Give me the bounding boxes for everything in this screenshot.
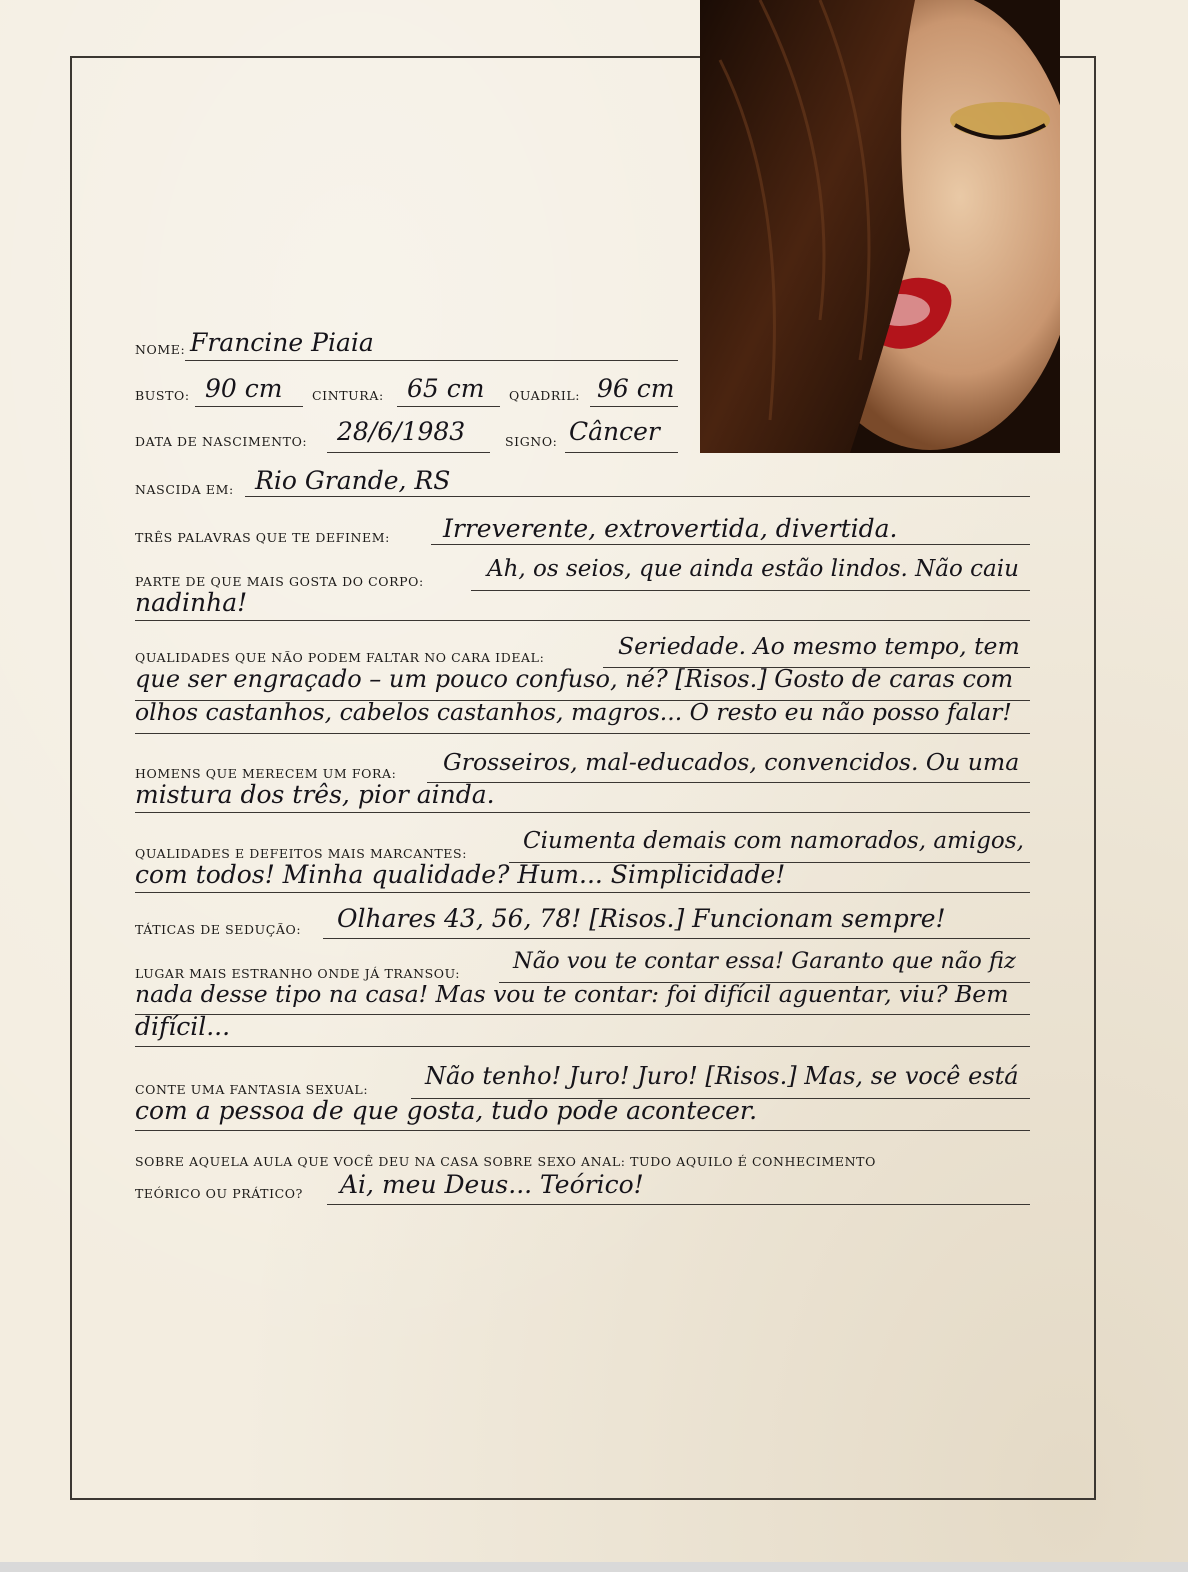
value-homens-1: Grosseiros, mal-educados, convencidos. Ou uma (443, 748, 1020, 776)
underline (135, 1130, 1030, 1131)
value-aula: Ai, meu Deus... Teórico! (340, 1170, 644, 1199)
value-busto: 90 cm (205, 374, 283, 403)
label-fantasia: CONTE UMA FANTASIA SEXUAL: (135, 1082, 369, 1097)
label-nascimento: DATA DE NASCIMENTO: (135, 434, 308, 449)
value-qualidades-cara-3: olhos castanhos, cabelos castanhos, magros... O resto eu não posso falar! (135, 698, 1012, 726)
underline (135, 1014, 1030, 1015)
underline (135, 892, 1030, 893)
value-lugar-1: Não vou te contar essa! Garanto que não fiz (513, 948, 1016, 974)
label-homens: HOMENS QUE MERECEM UM FORA: (135, 766, 397, 781)
label-nascida: NASCIDA EM: (135, 482, 234, 497)
label-qualidades-cara: QUALIDADES QUE NÃO PODEM FALTAR NO CARA IDEAL: (135, 650, 545, 665)
label-signo: SIGNO: (505, 434, 558, 449)
label-aula-1: SOBRE AQUELA AULA QUE VOCÊ DEU NA CASA SOBRE SEXO ANAL: TUDO AQUILO É CONHECIMENTO (135, 1154, 876, 1169)
underline (135, 1046, 1030, 1047)
value-qualidades-cara-2: que ser engraçado – um pouco confuso, né? [Risos.] Gosto de caras com (135, 665, 1014, 693)
label-aula-2: TEÓRICO OU PRÁTICO? (135, 1186, 303, 1201)
underline (590, 406, 678, 407)
value-corpo-1: Ah, os seios, que ainda estão lindos. Não caiu (487, 556, 1019, 582)
value-fantasia-1: Não tenho! Juro! Juro! [Risos.] Mas, se você está (425, 1062, 1019, 1090)
underline (327, 452, 490, 453)
label-nome: NOME: (135, 342, 186, 357)
underline (327, 1204, 1030, 1205)
underline (195, 406, 303, 407)
underline (397, 406, 500, 407)
label-palavras: TRÊS PALAVRAS QUE TE DEFINEM: (135, 530, 390, 545)
value-quadril: 96 cm (597, 374, 675, 403)
value-defeitos-1: Ciumenta demais com namorados, amigos, (523, 828, 1024, 854)
value-defeitos-2: com todos! Minha qualidade? Hum... Simplicidade! (135, 860, 786, 889)
label-busto: BUSTO: (135, 388, 190, 403)
value-signo: Câncer (569, 417, 660, 446)
value-qualidades-cara-1: Seriedade. Ao mesmo tempo, tem (618, 632, 1020, 660)
value-homens-2: mistura dos três, pior ainda. (135, 780, 495, 809)
underline (565, 452, 678, 453)
underline (427, 782, 1030, 783)
bottom-strip (0, 1562, 1188, 1572)
label-cintura: CINTURA: (312, 388, 384, 403)
label-taticas: TÁTICAS DE SEDUÇÃO: (135, 922, 302, 937)
underline (471, 590, 1030, 591)
value-lugar-2: nada desse tipo na casa! Mas vou te contar: foi difícil aguentar, viu? Bem (135, 980, 1009, 1008)
value-lugar-3: difícil... (135, 1012, 231, 1041)
label-quadril: QUADRIL: (509, 388, 581, 403)
value-taticas: Olhares 43, 56, 78! [Risos.] Funcionam sempre! (337, 904, 946, 933)
label-corpo: PARTE DE QUE MAIS GOSTA DO CORPO: (135, 574, 424, 589)
value-corpo-2: nadinha! (135, 588, 248, 617)
value-nascimento: 28/6/1983 (337, 417, 466, 446)
value-cintura: 65 cm (407, 374, 485, 403)
underline (431, 544, 1030, 545)
label-defeitos: QUALIDADES E DEFEITOS MAIS MARCANTES: (135, 846, 468, 861)
underline (135, 620, 1030, 621)
value-nome: Francine Piaia (190, 328, 374, 357)
value-fantasia-2: com a pessoa de que gosta, tudo pode acontecer. (135, 1096, 758, 1125)
underline (135, 812, 1030, 813)
value-nascida: Rio Grande, RS (255, 466, 451, 495)
underline (245, 496, 1030, 497)
underline (185, 360, 678, 361)
underline (323, 938, 1030, 939)
value-palavras: Irreverente, extrovertida, divertida. (443, 514, 898, 543)
underline (135, 733, 1030, 734)
label-lugar: LUGAR MAIS ESTRANHO ONDE JÁ TRANSOU: (135, 966, 461, 981)
portrait-photo (700, 0, 1060, 453)
